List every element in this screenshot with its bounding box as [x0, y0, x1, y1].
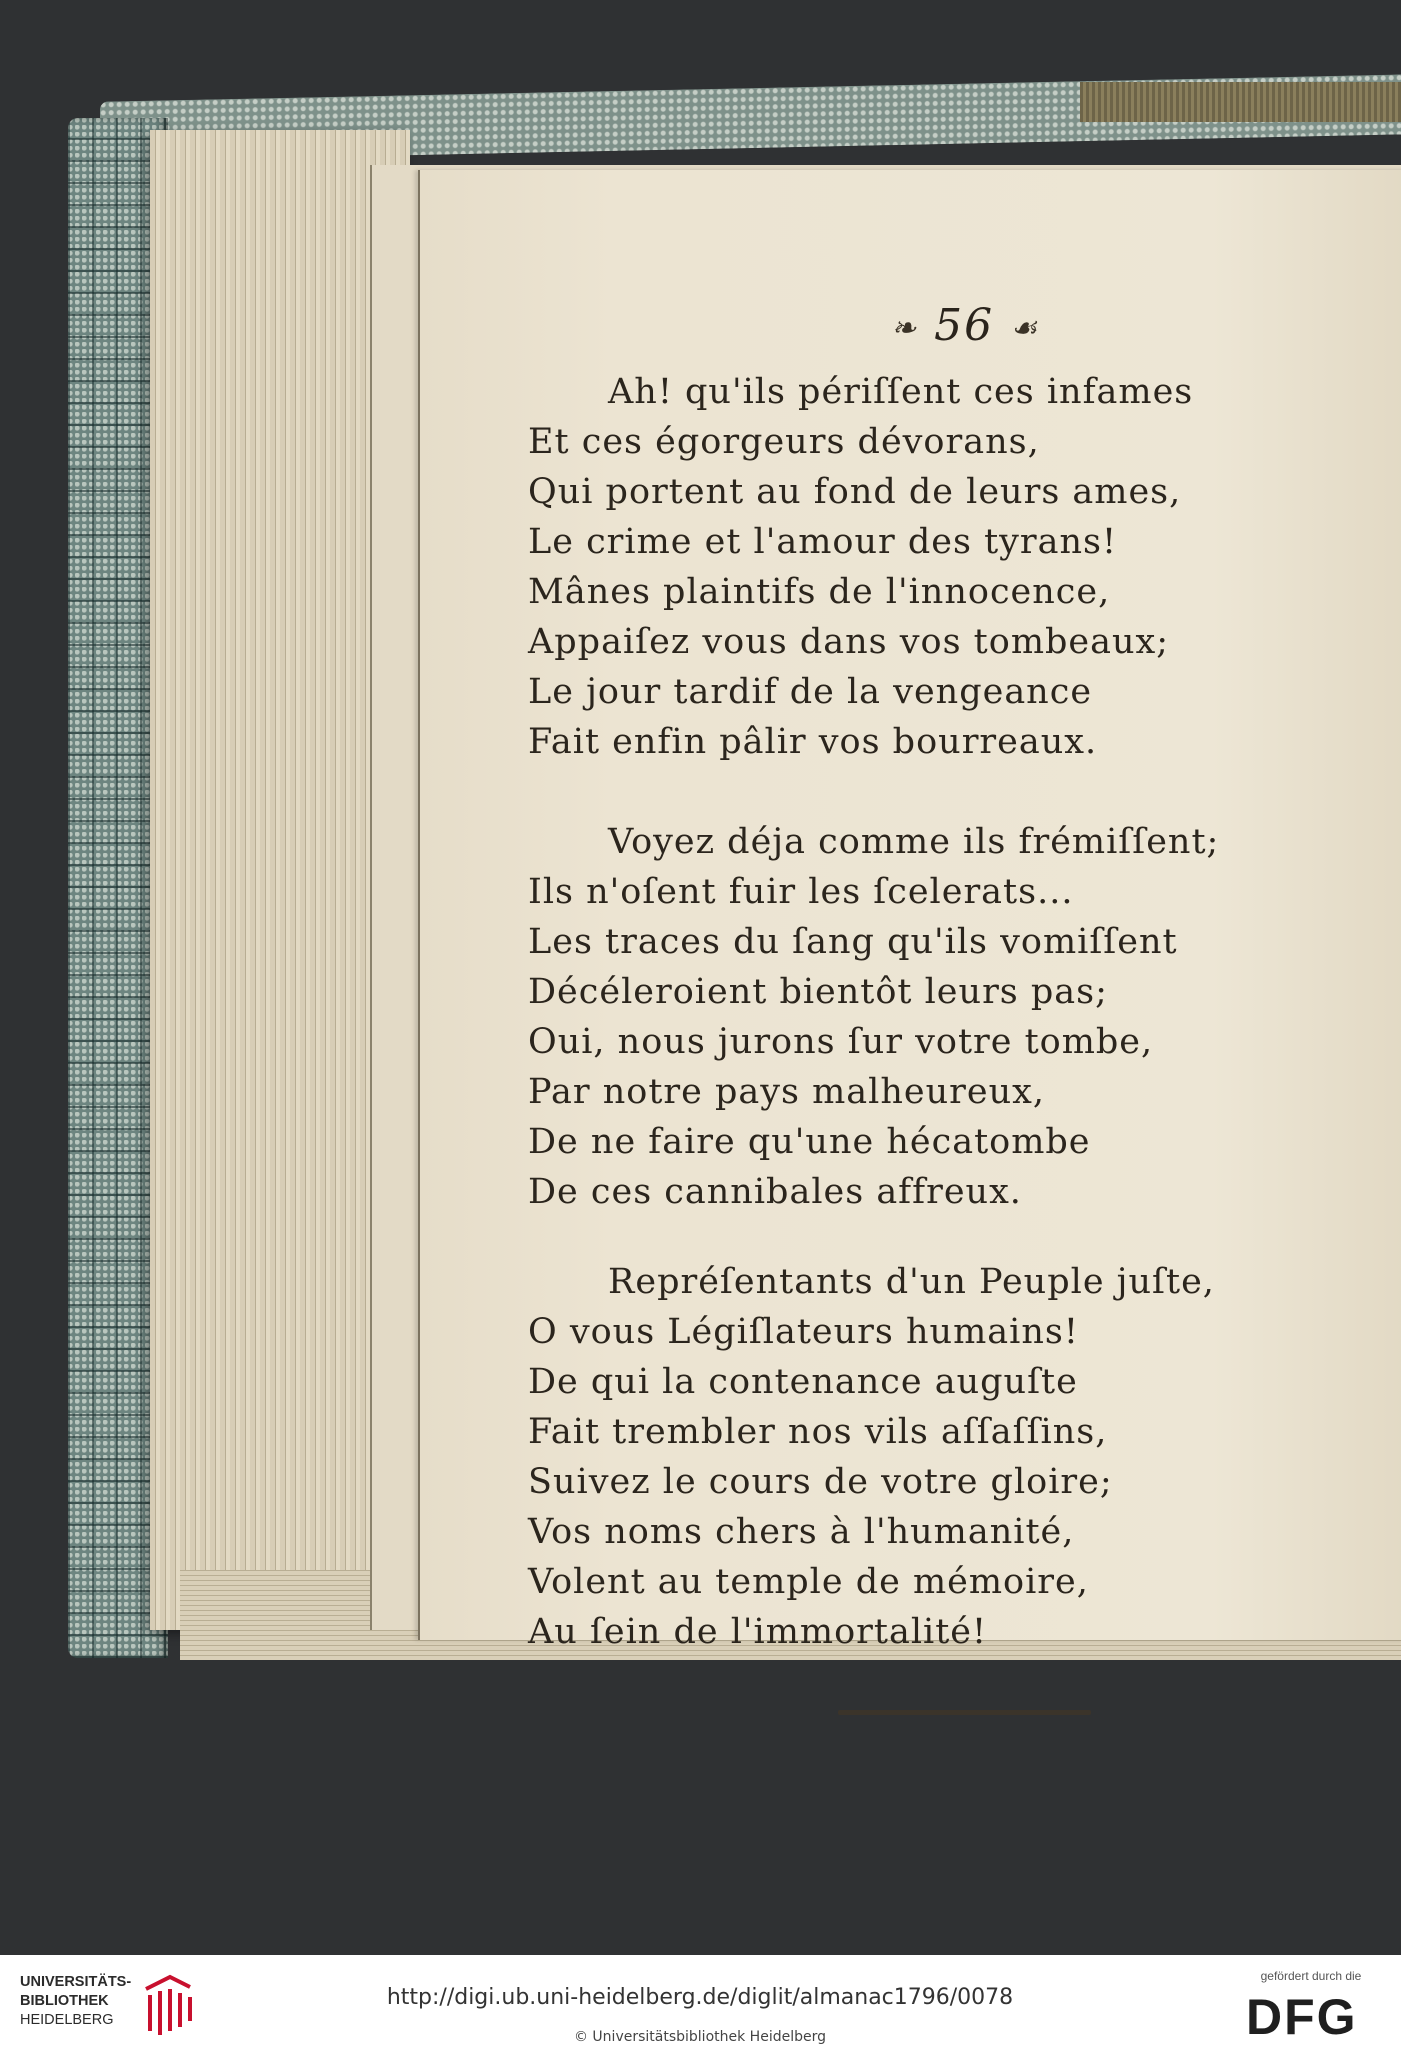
- viewer-footer-banner: [0, 1955, 1401, 2058]
- end-rule-divider: [838, 1710, 1091, 1715]
- verse-line: Repréſentants d'un Peuple juſte,: [608, 1262, 1215, 1302]
- verse-line: De ne faire qu'une hécatombe: [528, 1122, 1091, 1162]
- copyright-notice: © Universitätsbibliothek Heidelberg: [573, 2029, 826, 2045]
- ornament-right-icon: ☙: [1010, 311, 1040, 346]
- verse-line: Les traces du ſang qu'ils vomiſſent: [528, 922, 1178, 962]
- verse-line: Le jour tardif de la vengeance: [528, 672, 1093, 712]
- funded-by-label: gefördert durch die: [1260, 1969, 1362, 1983]
- verse-line: Le crime et l'amour des tyrans!: [528, 522, 1118, 562]
- verse-line: Volent au temple de mémoire,: [528, 1562, 1089, 1602]
- library-name-line3: HEIDELBERG: [20, 2012, 114, 2028]
- verse-line: Et ces égorgeurs dévorans,: [528, 422, 1040, 462]
- verse-line: Décéleroient bientôt leurs pas;: [528, 972, 1108, 1012]
- verse-line: Mânes plaintifs de l'innocence,: [528, 572, 1111, 612]
- library-logo-icon: [140, 1971, 196, 2037]
- verse-line: Ils n'oſent fuir les ſcelerats...: [528, 872, 1074, 912]
- verse-line: Au ſein de l'immortalité!: [528, 1612, 988, 1652]
- verse-line: Appaiſez vous dans vos tombeaux;: [528, 622, 1170, 662]
- verse-line: Oui, nous jurons ſur votre tombe,: [528, 1022, 1154, 1062]
- dfg-logo: DFG: [1246, 1989, 1358, 2045]
- book-headband: [1080, 82, 1401, 122]
- verse-line: Voyez déja comme ils frémiſſent;: [608, 822, 1220, 862]
- verse-line: Qui portent au fond de leurs ames,: [528, 472, 1182, 512]
- verse-line: Ah! qu'ils périſſent ces infames: [608, 372, 1194, 412]
- verse-line: O vous Légiſlateurs humains!: [528, 1312, 1079, 1352]
- library-name: [20, 1973, 145, 2030]
- verse-line: Par notre pays malheureux,: [528, 1072, 1045, 1112]
- verse-line: De ces cannibales affreux.: [528, 1172, 1022, 1212]
- ornament-left-icon: ❧: [890, 311, 919, 346]
- verse-line: Fait enfin pâlir vos bourreaux.: [528, 722, 1098, 762]
- permalink-url[interactable]: http://digi.ub.uni-heidelberg.de/diglit/almanac1796/0078: [386, 1985, 1014, 2010]
- library-name-line2: BIBLIOTHEK: [20, 1993, 109, 2009]
- verse-line: De qui la contenance auguſte: [528, 1362, 1078, 1402]
- verse-line: Suivez le cours de votre gloire;: [528, 1462, 1113, 1502]
- verse-line: Vos noms chers à l'humanité,: [528, 1512, 1075, 1552]
- verse-line: Fait trembler nos vils aſſaſſins,: [528, 1412, 1108, 1452]
- library-name-line1: UNIVERSITÄTS-: [20, 1974, 132, 1990]
- page-number-header: [830, 300, 1100, 351]
- page-number: 56: [934, 300, 995, 351]
